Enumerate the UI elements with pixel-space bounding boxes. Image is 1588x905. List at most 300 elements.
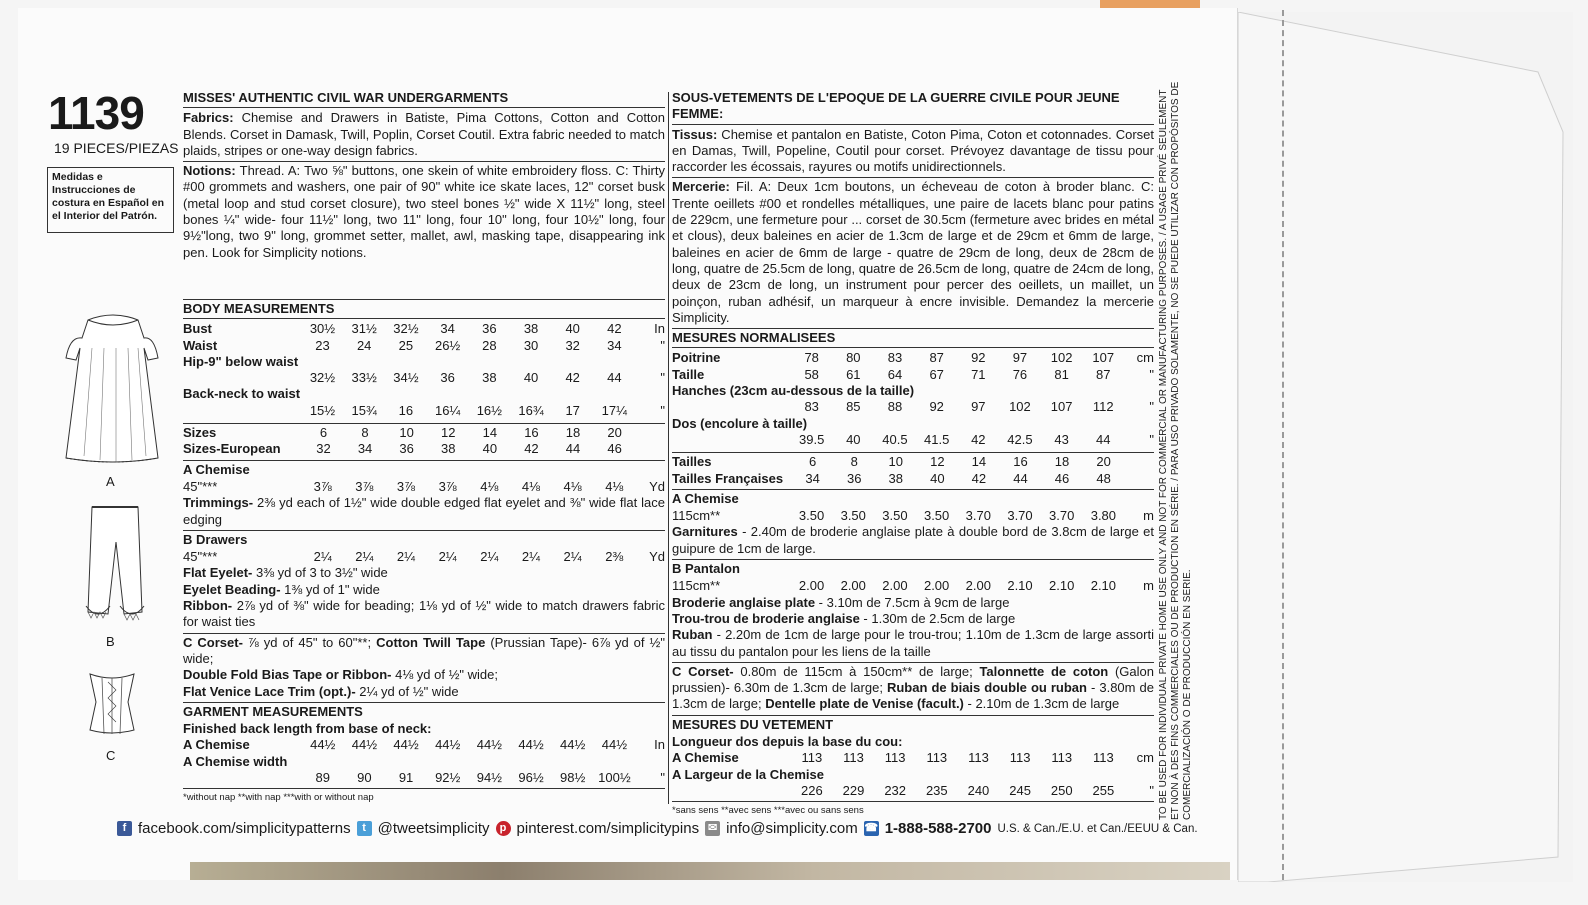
- table-cell: 34½: [393, 370, 419, 386]
- lace-trim-text: 2¼ yd of ½" wide: [355, 683, 459, 699]
- email-icon: ✉: [705, 821, 720, 836]
- table-cell: 3.70: [965, 508, 991, 524]
- table-cell: 3.70: [1007, 508, 1033, 524]
- table-cell: 40.5: [882, 431, 908, 447]
- row-label: 45"***: [183, 549, 218, 565]
- table-cell: 44½: [310, 737, 336, 753]
- table-cell: 44½: [476, 737, 503, 753]
- table-row: [672, 767, 1154, 783]
- eyelet-beading-label: Eyelet Beading-: [183, 581, 281, 597]
- corset-fr-label: C Corset-: [672, 663, 734, 679]
- broderie-text: - 3.10m de 7.5cm à 9cm de large: [815, 594, 1010, 610]
- trimmings-label: Trimmings-: [183, 495, 254, 511]
- table-cell: 40: [846, 431, 861, 447]
- fabrics-fr: [672, 127, 1154, 176]
- table-row: [183, 321, 665, 337]
- view-b-label: B: [106, 634, 115, 649]
- ribbon-text: 2⅞ yd of ⅜" wide for beading; 1⅛ yd of ½" wide to match drawers fabric for waist ties: [183, 598, 665, 630]
- table-cell: 18: [1054, 454, 1070, 470]
- table-cell: 6: [809, 454, 817, 470]
- body-measurements-table-fr: [672, 350, 1154, 448]
- table-cell: 42: [524, 441, 539, 457]
- table-cell: 2¼: [480, 549, 499, 565]
- table-cell: 40: [482, 441, 498, 457]
- view-c-corset-illustration: [86, 668, 138, 738]
- table-cell: 36: [846, 470, 862, 486]
- table-cell: 92: [929, 399, 944, 415]
- row-label: [183, 370, 302, 386]
- trou-trou-label: Trou-trou de broderie anglaise: [672, 610, 860, 626]
- title-fr: SOUS-VETEMENTS DE L'EPOQUE DE LA GUERRE CIVILE POUR JEUNE FEMME:: [672, 90, 1154, 125]
- table-cell: 32: [316, 441, 331, 457]
- table-cell: 3.50: [882, 508, 908, 524]
- notions-text: Thread. A: Two ⅝" buttons, one skein of white embroidery floss. C: Thirty #00 grommets and washers, one pair of 90" white ice skate laces, 12" corset busk (metal loop and stud corset closure), two steel bones ½" wide X 11½" long, steel bones ¼" wide- four 11½" long, two 11" long, four 10" long, four 10½" long, four 9½"long, two 9" long, grommet setter, mallet, awl, masking tape, disappearing ink pen. Look for Simplicity notions.: [183, 163, 665, 260]
- twill-tape-text: (Prussian Tape)- 6⅞ yd of ½" wide;: [183, 634, 665, 666]
- footnote-fr: *sans sens **avec sens ***avec ou sans sens: [672, 801, 1154, 819]
- table-cell: 113: [968, 750, 989, 766]
- table-cell: 44½: [560, 737, 586, 753]
- twill-tape-label: Cotton Twill Tape: [376, 634, 486, 650]
- table-row: [672, 383, 1154, 399]
- corset-text: ⅞ yd of 45" to 60"**;: [242, 634, 377, 650]
- vertical-usage-notice: [1158, 80, 1198, 820]
- table-cell: 8: [850, 454, 858, 470]
- finished-length-en: Finished back length from base of neck:: [183, 721, 432, 737]
- ruban-label: Ruban: [672, 627, 713, 643]
- table-cell: 15¾: [351, 402, 377, 418]
- table-cell: 113: [843, 750, 864, 766]
- flat-eyelet-label: Flat Eyelet-: [183, 565, 253, 581]
- table-cell: 24: [356, 337, 372, 353]
- tissus-text: Chemise et pantalon en Batiste, Coton Pima, Coton et cotonnades. Corset en Damas, Twill, Popeline, Coutil pour corset. Prévoyez davantage de tissu pour raccorder les écossais, rayures ou motifs unidirectionnels.: [672, 126, 1154, 175]
- row-label: Poitrine: [672, 350, 721, 366]
- table-cell: 40: [565, 321, 580, 337]
- row-label: Tailles: [672, 454, 712, 470]
- table-cell: 42.5: [1007, 431, 1033, 447]
- corset-en: [183, 633, 665, 700]
- table-cell: 14: [482, 425, 498, 441]
- table-row: [183, 403, 665, 419]
- notions-fr: [672, 177, 1154, 326]
- table-row: [183, 338, 665, 354]
- unit-cell: m: [1143, 508, 1154, 524]
- usage-notice-text: TO BE USED FOR INDIVIDUAL PRIVATE HOME USE ONLY AND NOT FOR COMMERCIAL OR MANUFACTURING PURPOSES. / A USAGE PRIVÉ SEULEMENT ET NON À DES FINS COMMERCIALES OU DE PRODUCTION EN SÉRIE. / PARA USO PRIVADO SOLAMENTE, NO SE PUEDE UTILIZAR CON PROPÓSITOS DE COMERCIALIZACIÓN O DE PRODUCCIÓN EN SERIE.: [1158, 81, 1193, 820]
- table-cell: 16¾: [518, 402, 544, 418]
- table-row: [672, 578, 1154, 594]
- row-label: 115cm**: [672, 578, 721, 594]
- table-cell: 16: [398, 402, 414, 418]
- pantalon-head-fr: B Pantalon: [672, 559, 1154, 578]
- table-row: [672, 432, 1154, 448]
- longueur-dos-fr: Longueur dos depuis la base du cou:: [672, 733, 903, 749]
- table-cell: 3⅞: [396, 478, 415, 494]
- table-cell: 3⅞: [355, 478, 374, 494]
- table-cell: 14: [971, 454, 987, 470]
- row-label: Sizes: [183, 425, 217, 441]
- table-cell: 48: [1096, 470, 1111, 486]
- twitter-link[interactable]: @tweetsimplicity: [377, 820, 490, 837]
- table-row: [183, 441, 665, 457]
- table-cell: 71: [971, 366, 986, 382]
- table-cell: 30½: [309, 321, 336, 337]
- table-cell: 17: [565, 402, 580, 418]
- table-cell: 16½: [476, 402, 502, 418]
- table-cell: 38: [441, 441, 456, 457]
- table-cell: 91: [398, 769, 414, 785]
- unit-cell: In: [654, 321, 665, 337]
- table-cell: 16¼: [434, 402, 461, 418]
- pinterest-icon: p: [496, 821, 511, 836]
- table-cell: 2.00: [882, 578, 908, 594]
- table-cell: 42: [607, 321, 622, 337]
- dentelle-label: Dentelle plate de Venise (facult.): [765, 696, 964, 712]
- notions-en: [183, 161, 665, 261]
- unit-cell: Yd: [649, 478, 665, 494]
- table-cell: 113: [884, 750, 906, 766]
- table-cell: 44: [565, 441, 581, 457]
- envelope-flap: [1238, 12, 1573, 882]
- table-cell: 44½: [518, 737, 544, 753]
- row-label: Tailles Françaises: [672, 470, 784, 486]
- table-cell: 2¼: [313, 549, 332, 565]
- table-cell: 34: [805, 470, 820, 486]
- table-cell: 2¼: [396, 549, 415, 565]
- flap-shape: [1238, 12, 1573, 882]
- table-cell: 33½: [351, 370, 377, 386]
- unit-cell: ": [660, 370, 665, 386]
- table-cell: 2¼: [521, 549, 540, 565]
- table-cell: 44: [1096, 431, 1111, 447]
- ruban-text: - 2.20m de 1cm de large pour le trou-trou; 1.10m de 1.3cm de large assorti au tissu du pantalon pour les liens de la taille: [672, 627, 1154, 659]
- table-cell: 26½: [434, 337, 461, 353]
- table-cell: 43: [1054, 431, 1069, 447]
- table-row: [672, 399, 1154, 415]
- photo-strip: [190, 862, 1230, 880]
- row-label: Sizes-European: [183, 441, 281, 457]
- table-cell: 32: [565, 337, 580, 353]
- table-cell: 32½: [309, 370, 336, 386]
- garment-measurements-head-en: GARMENT MEASUREMENTS: [183, 702, 665, 721]
- table-cell: 96½: [518, 769, 544, 785]
- table-cell: 4⅛: [563, 478, 582, 494]
- table-cell: 226: [801, 782, 823, 798]
- table-cell: 94½: [476, 769, 503, 785]
- table-cell: 97: [1012, 350, 1028, 366]
- ruban-biais-text: - 3.80m de 1.3cm de large;: [672, 680, 1154, 712]
- table-cell: 2.10: [1007, 578, 1033, 594]
- unit-cell: [1124, 471, 1154, 487]
- ribbon-en: [183, 598, 665, 631]
- table-cell: 240: [967, 782, 990, 798]
- mercerie-text: Fil. A: Deux 1cm boutons, un écheveau de coton à broder blanc. C: Trente oeillets #00 et rondelles métalliques, une paire de lacets blanc pour patins de 229cm, une fermeture pour ... corset de 30.5cm (fermeture avec brides en métal et clous), deux baleines en acier de 1.3cm de large et de 29cm et 6mm de large, baleines en acier de 6mm de large - quatre de 29cm de long, deux de 28cm de long, quatre de 25.5cm de long, quatre de 26.5cm de long, quatre de 24cm de long, deux de 23cm de long, un instrument pour percer des oeillets, un maillet, un poinçon, ruban adhésif, un marqueur à encre invisible. Demandez la mercerie Simplicity.: [672, 179, 1154, 325]
- english-column: [183, 90, 665, 807]
- flat-eyelet-en: [183, 565, 665, 581]
- corset-fr-text: 0.80m de 115cm à 150cm** de large;: [733, 663, 980, 679]
- table-cell: 31½: [351, 321, 377, 337]
- ruban-biais-label: Ruban de biais double ou ruban: [886, 680, 1087, 696]
- unit-cell: ": [1149, 399, 1154, 415]
- table-cell: 2.00: [965, 578, 991, 594]
- table-cell: 102: [1050, 350, 1073, 366]
- table-cell: 6: [319, 425, 328, 441]
- body-measurements-head-fr: MESURES NORMALISEES: [672, 328, 1154, 348]
- row-label: Waist: [183, 337, 218, 353]
- phone-region-note: U.S. & Can./E.U. et Can./EEUU & Can.: [997, 822, 1198, 835]
- row-label: 45"***: [183, 478, 218, 494]
- table-cell: 44: [607, 370, 622, 386]
- flap-stitching: [1282, 10, 1284, 880]
- table-cell: 245: [1009, 782, 1031, 798]
- table-cell: 76: [1012, 366, 1028, 382]
- table-cell: 44½: [393, 737, 419, 753]
- mercerie-label: Mercerie:: [672, 179, 730, 195]
- tissus-label: Tissus:: [672, 126, 718, 142]
- table-cell: 20: [1096, 454, 1111, 470]
- table-cell: 2¼: [355, 549, 374, 565]
- row-label: 115cm**: [672, 508, 721, 524]
- table-cell: 16: [1013, 454, 1028, 470]
- table-row: [183, 370, 665, 386]
- row-label: Bust: [183, 321, 212, 337]
- spanish-instructions-box: Medidas e Instrucciones de costura en Español en el Interior del Patrón.: [47, 167, 174, 233]
- table-cell: 81: [1054, 366, 1069, 382]
- table-cell: 18: [565, 425, 581, 441]
- unit-cell: [635, 425, 665, 441]
- table-row: [183, 754, 665, 770]
- table-cell: 3.70: [1049, 508, 1075, 524]
- table-cell: 4⅛: [480, 478, 499, 494]
- table-row: [183, 386, 665, 402]
- table-cell: 229: [842, 782, 865, 798]
- table-cell: 40: [523, 370, 539, 386]
- unit-cell: ": [660, 769, 665, 785]
- unit-cell: ": [660, 337, 665, 353]
- table-cell: 32½: [393, 321, 419, 337]
- lace-trim-label: Flat Venice Lace Trim (opt.)-: [183, 683, 356, 699]
- table-cell: 42: [565, 370, 580, 386]
- table-row: [672, 416, 1154, 432]
- garment-table-fr: [672, 750, 1154, 799]
- talonnette-label: Talonnette de coton: [979, 663, 1109, 679]
- chemise-head-en: A Chemise: [183, 461, 250, 477]
- garnitures-fr: [672, 524, 1154, 557]
- title-en: MISSES' AUTHENTIC CIVIL WAR UNDERGARMENTS: [183, 90, 665, 108]
- table-cell: 25: [398, 337, 414, 353]
- table-cell: 113: [801, 750, 823, 766]
- table-row: [672, 750, 1154, 766]
- garment-measurements-head-fr: MESURES DU VETEMENT: [672, 715, 1154, 734]
- chemise-metrage-fr: [672, 508, 1154, 524]
- table-cell: 41.5: [924, 431, 950, 447]
- unit-cell: [1124, 454, 1154, 470]
- drawers-head-en: B Drawers: [183, 530, 665, 549]
- table-cell: 250: [1050, 782, 1073, 798]
- table-row: [183, 479, 665, 495]
- table-cell: 100½: [598, 769, 631, 785]
- table-cell: 44½: [351, 737, 378, 753]
- broderie-label: Broderie anglaise plate: [672, 594, 816, 610]
- unit-cell: ": [660, 402, 665, 418]
- pattern-number: 1139: [48, 87, 144, 139]
- unit-cell: In: [654, 737, 665, 753]
- garment-table-en: [183, 737, 665, 786]
- body-measurements-head-en: BODY MEASUREMENTS: [183, 299, 665, 319]
- row-label: A Chemise: [672, 750, 739, 766]
- table-cell: 12: [930, 454, 945, 470]
- table-cell: 89: [315, 769, 330, 785]
- unit-cell: [635, 441, 665, 457]
- trimmings-en: [183, 495, 665, 528]
- table-cell: 4⅛: [605, 478, 624, 494]
- unit-cell: ": [1149, 366, 1154, 382]
- table-cell: 97: [971, 399, 986, 415]
- table-cell: 44½: [601, 737, 628, 753]
- corset-label: C Corset-: [183, 634, 243, 650]
- table-cell: 36: [482, 321, 497, 337]
- talonnette-text: (Galon prussien)- 6.30m de 1.3cm de large;: [672, 663, 1154, 696]
- table-cell: 87: [929, 350, 944, 366]
- table-cell: 64: [887, 366, 903, 382]
- table-cell: 2¼: [563, 549, 582, 565]
- table-cell: 3.50: [840, 508, 866, 524]
- table-cell: 3.50: [798, 508, 825, 524]
- table-cell: 113: [1051, 750, 1073, 766]
- sizes-table-en: [183, 425, 665, 458]
- row-label: [672, 432, 791, 448]
- body-measurements-table-en: [183, 321, 665, 419]
- table-row: [672, 350, 1154, 366]
- trou-trou-fr: [672, 611, 1154, 627]
- twitter-icon: t: [357, 821, 372, 836]
- table-row: [672, 508, 1154, 524]
- corset-fr: [672, 662, 1154, 713]
- table-cell: 17¼: [601, 402, 627, 418]
- bias-tape-text: 4⅛ yd of ½" wide;: [391, 667, 498, 683]
- footnote-en: *without nap **with nap ***with or without nap: [183, 788, 665, 806]
- table-cell: 80: [846, 350, 861, 366]
- phone-number: 1-888-588-2700: [884, 820, 992, 837]
- bias-tape-label: Double Fold Bias Tape or Ribbon-: [183, 667, 392, 683]
- unit-cell: m: [1143, 578, 1154, 594]
- row-label: [183, 770, 302, 786]
- table-cell: 102: [1009, 399, 1031, 415]
- table-cell: 46: [1054, 470, 1070, 486]
- table-row: [183, 549, 665, 565]
- table-cell: 12: [441, 425, 456, 441]
- table-cell: 4⅛: [521, 478, 540, 494]
- table-cell: 58: [804, 366, 819, 382]
- unit-cell: Yd: [649, 549, 665, 565]
- table-cell: 34: [357, 441, 373, 457]
- table-cell: 34: [440, 321, 455, 337]
- table-cell: 40: [930, 470, 945, 486]
- color-strip: [1100, 0, 1200, 8]
- phone-icon: ☎: [864, 822, 879, 834]
- eyelet-beading-en: [183, 582, 665, 598]
- table-row: [672, 367, 1154, 383]
- table-cell: 113: [926, 750, 948, 766]
- table-cell: 8: [361, 425, 369, 441]
- table-cell: 83: [887, 350, 903, 366]
- table-cell: 98½: [560, 769, 586, 785]
- table-cell: 78: [804, 350, 819, 366]
- fabrics-text: Chemise and Drawers in Batiste, Pima Cottons, Cotton and Cotton Blends. Corset in Damask, Twill, Poplin, Corset Coutil. Extra fabric needed to match plaids, stripes or one-way design fabrics.: [183, 110, 665, 158]
- table-cell: 88: [887, 399, 903, 415]
- table-cell: 38: [888, 470, 903, 486]
- table-cell: 235: [925, 782, 948, 798]
- table-cell: 92: [971, 350, 986, 366]
- row-label: Taille: [672, 366, 705, 382]
- table-row: [183, 354, 665, 370]
- row-label: Hip-9" below waist: [183, 353, 299, 369]
- unit-cell: cm: [1136, 350, 1154, 366]
- table-cell: 113: [1093, 750, 1114, 766]
- row-label: A Largeur de la Chemise: [672, 766, 824, 782]
- facebook-link[interactable]: facebook.com/simplicitypatterns: [138, 820, 351, 837]
- pinterest-link[interactable]: pinterest.com/simplicitypins: [516, 820, 700, 837]
- table-cell: 15½: [309, 402, 336, 418]
- facebook-icon: f: [117, 821, 132, 836]
- table-row: [183, 770, 665, 786]
- trou-trou-text: - 1.30m de 2.5cm de large: [859, 610, 1016, 626]
- view-b-drawers-illustration: [80, 502, 150, 627]
- table-cell: 38: [523, 321, 539, 337]
- column-divider: [668, 92, 669, 804]
- unit-cell: cm: [1136, 750, 1154, 766]
- table-cell: 44½: [435, 737, 461, 753]
- table-cell: 2.10: [1090, 578, 1117, 594]
- table-cell: 61: [846, 366, 861, 382]
- fabrics-label: Fabrics:: [183, 110, 234, 126]
- table-cell: 90: [357, 769, 372, 785]
- flat-eyelet-text: 3⅜ yd of 3 to 3½" wide: [252, 565, 388, 581]
- table-cell: 20: [607, 425, 622, 441]
- table-cell: 23: [315, 337, 330, 353]
- chemise-head-fr: A Chemise: [672, 490, 739, 506]
- drawers-yardage-en: [183, 549, 665, 565]
- row-label: A Chemise width: [183, 753, 288, 769]
- table-row: [672, 783, 1154, 799]
- garnitures-label: Garnitures: [672, 524, 738, 540]
- garnitures-text: - 2.40m de broderie anglaise plate à double bord de 3.8cm de large et guipure de 1cm de large.: [672, 524, 1154, 556]
- social-footer: [117, 820, 1198, 837]
- row-label: Back-neck to waist: [183, 386, 301, 402]
- table-cell: 85: [846, 399, 861, 415]
- notions-label: Notions:: [183, 163, 236, 179]
- table-cell: 38: [482, 370, 497, 386]
- ribbon-label: Ribbon-: [183, 598, 233, 614]
- pieces-count: 19 PIECES/PIEZAS: [54, 140, 179, 156]
- chemise-yardage-en: [183, 479, 665, 495]
- table-cell: 83: [804, 399, 819, 415]
- table-cell: 107: [1092, 350, 1115, 366]
- email-link[interactable]: info@simplicity.com: [726, 820, 858, 837]
- table-cell: 87: [1096, 366, 1111, 382]
- table-row: [183, 425, 665, 441]
- unit-cell: ": [1149, 431, 1154, 447]
- table-cell: 112: [1092, 399, 1114, 415]
- row-label: [672, 783, 791, 799]
- table-cell: 36: [399, 441, 414, 457]
- ruban-fr: [672, 627, 1154, 660]
- table-cell: 232: [884, 782, 907, 798]
- unit-cell: ": [1149, 782, 1154, 798]
- table-cell: 2.00: [840, 578, 866, 594]
- view-a-chemise-illustration: [58, 308, 168, 468]
- broderie-fr: [672, 595, 1154, 611]
- view-a-label: A: [106, 474, 115, 489]
- french-column: [672, 90, 1154, 819]
